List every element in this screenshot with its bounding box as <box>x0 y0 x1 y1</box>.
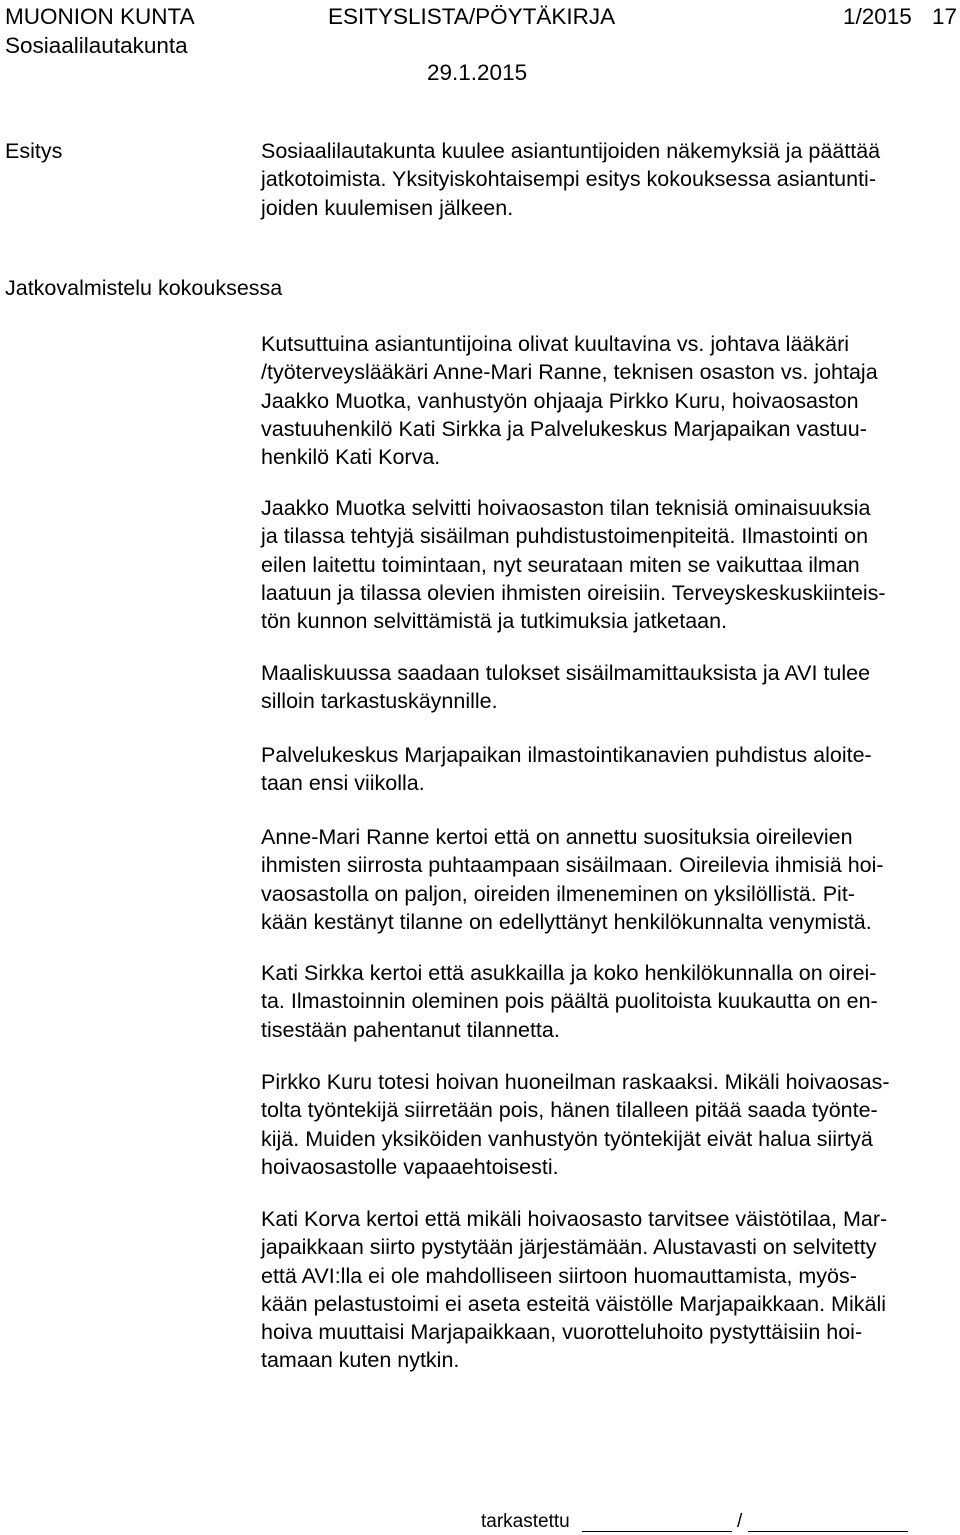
paragraph-line: henkilö Kati Korva. <box>261 445 441 470</box>
paragraph-korva <box>261 1205 951 1375</box>
paragraph-line: Maaliskuussa saadaan tulokset sisäilmamittauksista ja AVI tulee <box>261 661 871 685</box>
paragraph-line: Jaakko Muotka selvitti hoivaosaston tilan teknisiä ominaisuuksia <box>261 496 871 520</box>
paragraph-line: ta. Ilmastoinnin oleminen pois päältä puolitoista kuukautta on en- <box>261 989 878 1014</box>
signature-line-right <box>748 1531 908 1532</box>
signature-line-left <box>582 1531 732 1532</box>
paragraph-line: kijä. Muiden yksiköiden vanhustyön työntekijät eivät halua siirtyä <box>261 1126 873 1151</box>
paragraph-line: laatuun ja tilassa olevien ihmisten oireisiin. Terveyskeskuskiinteis- <box>261 580 886 605</box>
paragraph-line: silloin tarkastuskäynnille. <box>261 689 498 714</box>
paragraph-line: vaosastolla on paljon, oireiden ilmeneminen on yksilöllistä. Pit- <box>261 881 855 906</box>
paragraph-line: taan ensi viikolla. <box>261 771 425 796</box>
paragraph-line: Anne-Mari Ranne kertoi että on annettu suosituksia oireilevien <box>261 825 853 849</box>
proposal-text <box>261 137 951 222</box>
checked-label: tarkastettu <box>481 1511 570 1532</box>
paragraph-line: vastuuhenkilö Kati Sirkka ja Palvelukeskus Marjapaikan vastuu- <box>261 416 867 441</box>
proposal-line: Sosiaalilautakunta kuulee asiantuntijoiden näkemyksiä ja päättää <box>261 139 881 163</box>
paragraph-measurements <box>261 659 951 716</box>
paragraph-line: kään kestänyt tilanne on edellyttänyt henkilökunnalta venymistä. <box>261 909 872 934</box>
section-heading: Jatkovalmistelu kokouksessa <box>5 276 283 300</box>
paragraph-line: Kati Korva kertoi että mikäli hoivaosasto tarvitsee väistötilaa, Mar- <box>261 1207 888 1231</box>
paragraph-sirkka <box>261 959 951 1044</box>
proposal-line: jatkotoimista. Yksityiskohtaisempi esitys kokouksessa asiantunti- <box>261 167 876 192</box>
paragraph-experts <box>261 330 951 471</box>
paragraph-line: eilen laitettu toimintaan, nyt seurataan miten se vaikuttaa ilman <box>261 552 860 577</box>
paragraph-line: hoivaosastolle vapaaehtoisesti. <box>261 1154 559 1179</box>
proposal-label: Esitys <box>5 139 63 163</box>
paragraph-line: ihmisten siirrosta puhtaampaan sisäilmaan. Oireilevia ihmisiä hoi- <box>261 853 884 878</box>
paragraph-line: Kati Sirkka kertoi että asukkailla ja koko henkilökunnalla on oirei- <box>261 961 877 985</box>
paragraph-line: hoiva muuttaisi Marjapaikkaan, vuorotteluhoito pystyttäisiin hoi- <box>261 1320 863 1345</box>
committee-name: Sosiaalilautakunta <box>5 33 188 58</box>
municipality-name: MUONION KUNTA <box>5 4 195 29</box>
paragraph-line: Kutsuttuina asiantuntijoina olivat kuultavina vs. johtava lääkäri <box>261 332 850 356</box>
paragraph-line: tolta työntekijä siirretään pois, hänen tilalleen pitää saada työnte- <box>261 1098 878 1123</box>
paragraph-line: tön kunnon selvittämistä ja tutkimuksia jatketaan. <box>261 609 728 634</box>
document-number: 1/2015 <box>843 4 912 29</box>
paragraph-line: tamaan kuten nytkin. <box>261 1348 460 1373</box>
paragraph-line: tisestään pahentanut tilannetta. <box>261 1017 560 1042</box>
proposal-line: joiden kuulemisen jälkeen. <box>261 195 514 220</box>
paragraph-line: että AVI:lla ei ole mahdolliseen siirtoon huomauttamista, myös- <box>261 1263 857 1288</box>
paragraph-ranne <box>261 823 951 936</box>
meeting-date: 29.1.2015 <box>427 60 528 85</box>
page-number: 17 <box>932 4 958 29</box>
signature-separator: / <box>737 1511 743 1532</box>
paragraph-line: ja tilassa tehtyjä sisäilman puhdistustoimenpiteitä. Ilmastointi on <box>261 524 869 549</box>
paragraph-line: Palvelukeskus Marjapaikan ilmastointikanavien puhdistus aloite- <box>261 743 872 767</box>
document-type: ESITYSLISTA/PÖYTÄKIRJA <box>328 4 616 29</box>
paragraph-line: japaikkaan siirto pystytään järjestämään. Alustavasti on selvitetty <box>261 1235 877 1260</box>
paragraph-ventilation-cleaning <box>261 741 951 798</box>
paragraph-line: kään pelastustoimi ei aseta esteitä väistölle Marjapaikkaan. Mikäli <box>261 1291 887 1316</box>
paragraph-kuru <box>261 1068 951 1181</box>
paragraph-muotka <box>261 494 951 635</box>
paragraph-line: /työterveyslääkäri Anne-Mari Ranne, teknisen osaston vs. johtaja <box>261 360 878 385</box>
paragraph-line: Pirkko Kuru totesi hoivan huoneilman raskaaksi. Mikäli hoivaosas- <box>261 1070 890 1094</box>
paragraph-line: Jaakko Muotka, vanhustyön ohjaaja Pirkko Kuru, hoivaosaston <box>261 388 859 413</box>
